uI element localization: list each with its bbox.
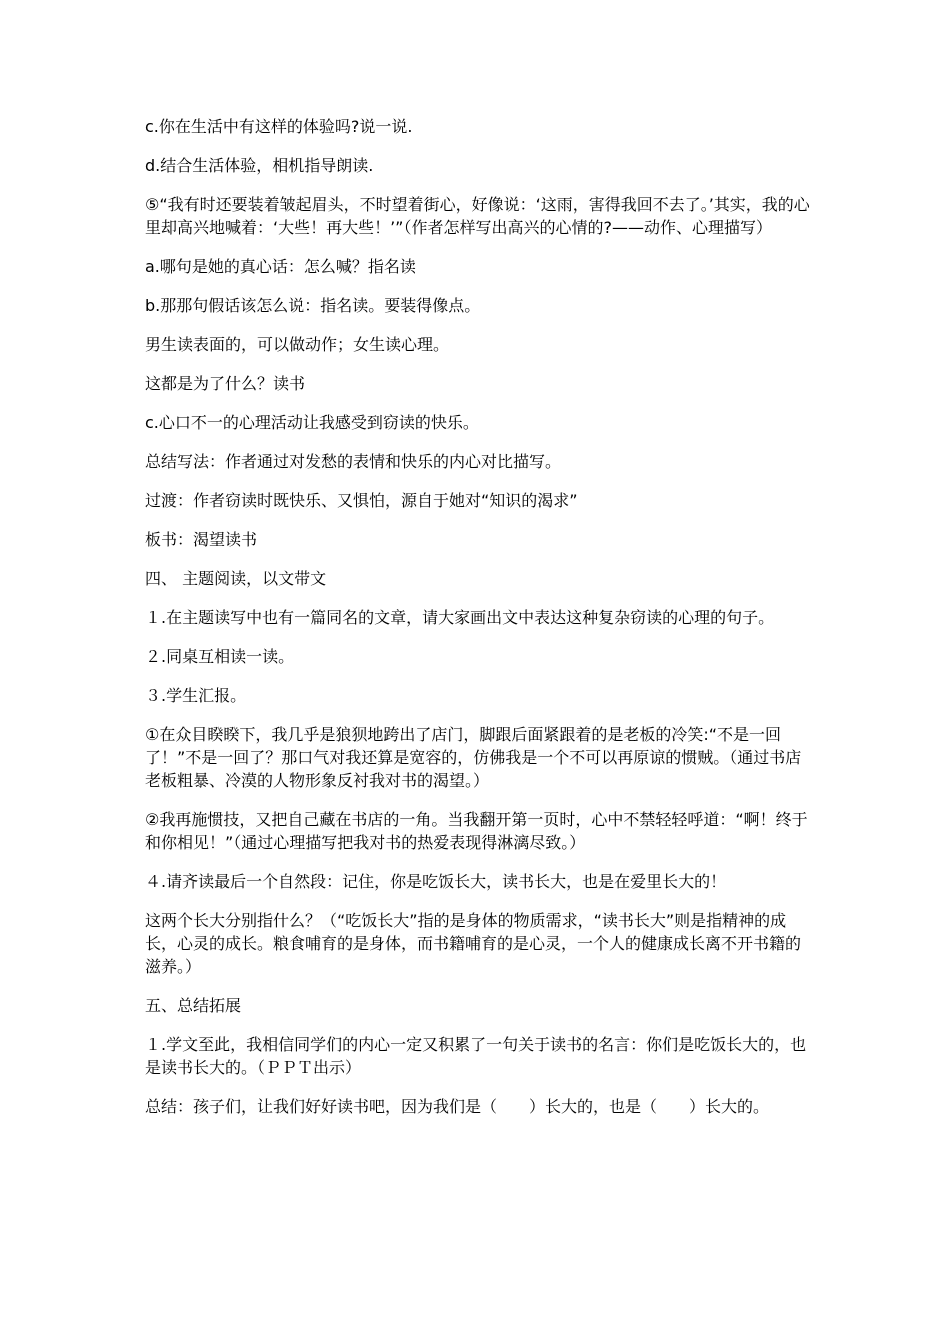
document-body: [145, 115, 810, 1134]
paragraph: ②我再施惯技，又把自己藏在书店的一角。当我翻开第一页时，心中不禁轻轻呼道：“啊！终于和你相见！”（通过心理描写把我对书的热爱表现得淋漓尽致。）: [145, 810, 808, 852]
paragraph: 男生读表面的，可以做动作；女生读心理。: [145, 335, 450, 354]
paragraph: c.你在生活中有这样的体验吗?说一说.: [145, 117, 413, 136]
section-heading: 四、 主题阅读，以文带文: [145, 569, 327, 588]
paragraph: a.哪句是她的真心话：怎么喊？指名读: [145, 257, 416, 276]
paragraph: d.结合生活体验，相机指导朗读.: [145, 156, 374, 175]
paragraph: 总结写法：作者通过对发愁的表情和快乐的内心对比描写。: [145, 452, 562, 471]
paragraph: １.在主题读写中也有一篇同名的文章，请大家画出文中表达这种复杂窃读的心理的句子。: [145, 608, 775, 627]
paragraph: b.那那句假话该怎么说：指名读。要装得像点。: [145, 296, 481, 315]
paragraph: ４.请齐读最后一个自然段：记住，你是吃饭长大，读书长大，也是在爱里长大的！: [145, 872, 727, 891]
paragraph: ３.学生汇报。: [145, 686, 247, 705]
section-heading: 五、总结拓展: [145, 996, 242, 1015]
paragraph: c.心口不一的心理活动让我感受到窃读的快乐。: [145, 413, 479, 432]
paragraph: ２.同桌互相读一读。: [145, 647, 295, 666]
paragraph: ①在众目睽睽下，我几乎是狼狈地跨出了店门，脚跟后面紧跟着的是老板的冷笑:“不是一回了！”不是一回了？那口气对我还算是宽容的，仿佛我是一个不可以再原谅的惯贼。（通过书店老板粗暴、冷漠的人物形象反衬我对书的渴望。）: [145, 725, 802, 790]
paragraph: 过渡：作者窃读时既快乐、又惧怕，源自于她对“知识的渴求”: [145, 491, 578, 510]
paragraph: ⑤“我有时还要装着皱起眉头，不时望着街心，好像说：‘这雨，害得我回不去了。’其实，我的心里却高兴地喊着：‘大些！再大些！’”（作者怎样写出高兴的心情的?——动作、心理描写）: [145, 195, 810, 237]
paragraph: １.学文至此，我相信同学们的内心一定又积累了一句关于读书的名言：你们是吃饭长大的，也是读书长大的。（ＰＰＴ出示）: [145, 1035, 807, 1077]
paragraph: 板书：渴望读书: [145, 530, 258, 549]
paragraph: 总结：孩子们，让我们好好读书吧，因为我们是（ ）长大的，也是（ ）长大的。: [145, 1097, 770, 1116]
paragraph: 这都是为了什么？读书: [145, 374, 306, 393]
paragraph: 这两个长大分别指什么？（“吃饭长大”指的是身体的物质需求，“读书长大”则是指精神的成长，心灵的成长。粮食哺育的是身体，而书籍哺育的是心灵，一个人的健康成长离不开书籍的滋养。）: [145, 911, 802, 976]
